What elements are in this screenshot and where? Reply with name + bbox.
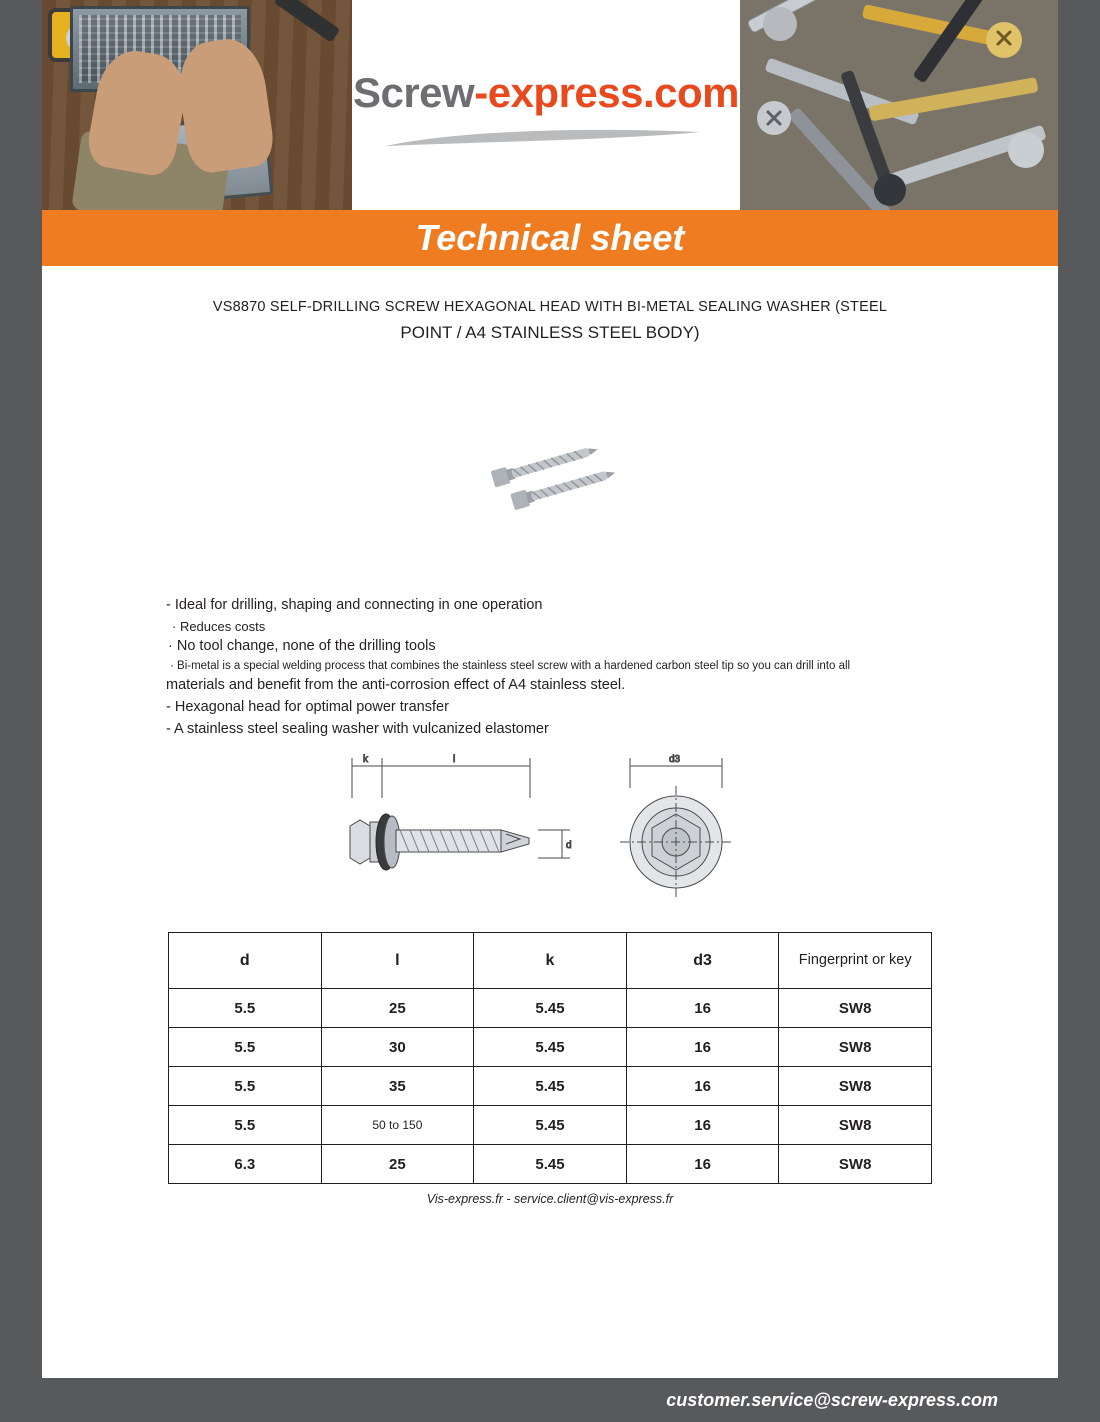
banner-title: Technical sheet — [415, 217, 685, 258]
table-header-row — [169, 933, 932, 989]
dim-d3-label: d3 — [669, 754, 681, 765]
page-title — [150, 296, 950, 346]
workbench-photo — [42, 0, 352, 210]
cell-d3: 16 — [626, 1028, 779, 1067]
feature-item: materials and benefit from the anti-corrosion effect of A4 stainless steel. — [166, 677, 626, 694]
left-rail — [0, 0, 42, 1422]
logo-accent: -express.com — [474, 69, 740, 116]
cell-d: 5.5 — [169, 1028, 322, 1067]
cell-d3: 16 — [626, 1067, 779, 1106]
table-row — [169, 989, 932, 1028]
cell-fingerprint: SW8 — [779, 1106, 932, 1145]
cell-l: 25 — [321, 1145, 474, 1184]
cell-fingerprint: SW8 — [779, 989, 932, 1028]
logo-swoosh-icon — [381, 126, 711, 152]
right-rail — [1058, 0, 1100, 1422]
dim-l-label: l — [453, 754, 456, 765]
logo-main: Screw — [352, 69, 475, 116]
table-header-fingerprint: Fingerprint or key — [779, 933, 932, 989]
cell-d3: 16 — [626, 1106, 779, 1145]
table-footer-note: Vis-express.fr - service.client@vis-express.fr — [426, 1192, 674, 1206]
cell-d: 5.5 — [169, 989, 322, 1028]
cell-k: 5.45 — [474, 1106, 627, 1145]
page-header — [42, 0, 1058, 210]
cell-k: 5.45 — [474, 1028, 627, 1067]
table-row — [169, 1028, 932, 1067]
technical-drawings — [330, 740, 800, 920]
cell-fingerprint: SW8 — [779, 1067, 932, 1106]
cell-fingerprint: SW8 — [779, 1145, 932, 1184]
feature-item: - Ideal for drilling, shaping and connecting in one operation — [166, 597, 543, 613]
table-row — [169, 1145, 932, 1184]
dim-k-label: k — [363, 754, 368, 765]
feature-item: · No tool change, none of the drilling tools — [168, 638, 436, 655]
cell-d: 5.5 — [169, 1067, 322, 1106]
cell-l: 30 — [321, 1028, 474, 1067]
specifications-table — [168, 932, 932, 1184]
screws-pile-photo — [740, 0, 1058, 210]
logo-text — [353, 69, 739, 117]
feature-item: - A stainless steel sealing washer with vulcanized elastomer — [166, 720, 549, 737]
footer-email: customer.service@screw-express.com — [666, 1389, 998, 1410]
features-list — [166, 595, 926, 741]
technical-sheet-banner — [42, 210, 1058, 266]
feature-item: - Hexagonal head for optimal power transfer — [166, 699, 449, 715]
table-header-l: l — [321, 933, 474, 989]
cell-d: 6.3 — [169, 1145, 322, 1184]
table-header-d3: d3 — [626, 933, 779, 989]
cell-k: 5.45 — [474, 1067, 627, 1106]
cell-l: 50 to 150 — [321, 1106, 474, 1145]
cell-d3: 16 — [626, 1145, 779, 1184]
cell-d3: 16 — [626, 989, 779, 1028]
page-title-line2: POINT / A4 STAINLESS STEEL BODY) — [400, 323, 700, 342]
brand-logo — [352, 0, 740, 210]
cell-k: 5.45 — [474, 989, 627, 1028]
screw-side-view — [350, 814, 529, 870]
table-row — [169, 1106, 932, 1145]
feature-item: · Bi-metal is a special welding process that combines the stainless steel screw with a hardened carbon steel tip so you can drill into all — [170, 660, 851, 672]
cell-l: 25 — [321, 989, 474, 1028]
cell-fingerprint: SW8 — [779, 1028, 932, 1067]
table-header-d: d — [169, 933, 322, 989]
screw-top-view — [620, 786, 732, 898]
page-title-line1: VS8870 SELF-DRILLING SCREW HEXAGONAL HEAD WITH BI-METAL SEALING WASHER (STEEL — [212, 299, 888, 315]
feature-item: · Reduces costs — [172, 618, 266, 634]
product-photo — [460, 420, 650, 530]
cell-d: 5.5 — [169, 1106, 322, 1145]
table-header-k: k — [474, 933, 627, 989]
cell-l: 35 — [321, 1067, 474, 1106]
dim-d-label: d — [566, 840, 572, 851]
cell-k: 5.45 — [474, 1145, 627, 1184]
table-row — [169, 1067, 932, 1106]
